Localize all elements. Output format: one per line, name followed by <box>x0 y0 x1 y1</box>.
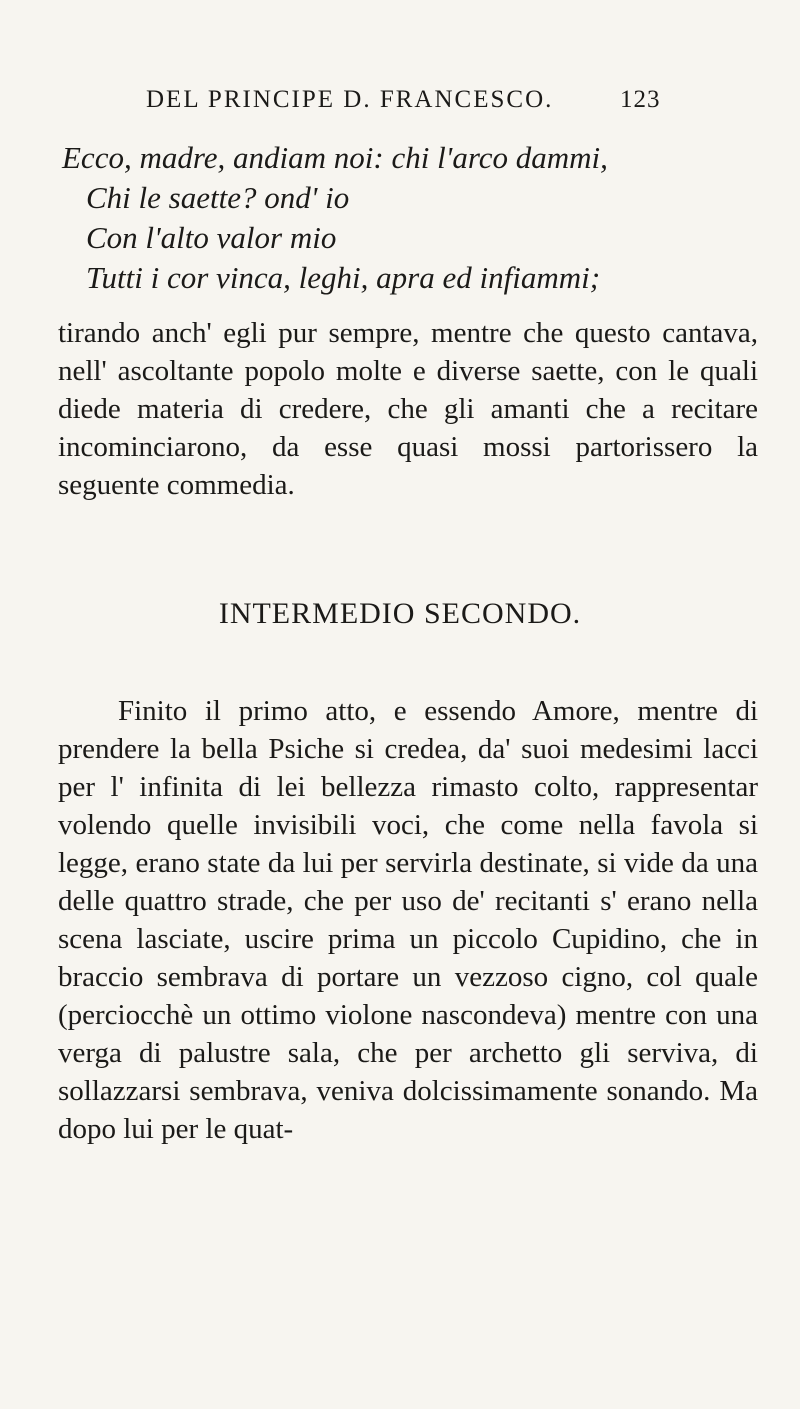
verse-line-4: Tutti i cor vinca, leghi, apra ed infiammi; <box>86 260 601 295</box>
paragraph-2: Finito il primo atto, e essendo Amore, mentre di prendere la bella Psiche si credea, da' suoi medesimi lacci per l' infinita di lei bellezza rimasto colto, rappresentar volendo quelle invisibili voci, che come nella favola si legge, erano state da lui per servirla destinate, si vide da una delle quattro strade, che per uso de' recitanti s' erano nella scena lasciate, uscire prima un piccolo Cupidino, che in braccio sembrava di portare un vezzoso cigno, col quale (perciocchè un ottimo violone nascondeva) mentre con una verga di palustre sala, che per archetto gli serviva, di sollazzarsi sembrava, veniva dolcissimamente sonando. Ma dopo lui per le quat- <box>58 695 758 1145</box>
verse-line-2: Chi le saette? ond' io <box>86 180 350 215</box>
page-number: 123 <box>620 86 661 113</box>
verse-stanza <box>62 138 608 298</box>
running-head-title: DEL PRINCIPE D. FRANCESCO. <box>146 86 554 113</box>
paragraph-1: tirando anch' egli pur sempre, mentre che questo cantava, nell' ascoltante popolo molte e diverse saette, con le quali diede materia di credere, che gli amanti che a recitare incominciarono, da esse quasi mossi partorissero la seguente commedia. <box>58 317 758 501</box>
verse-line-1: Ecco, madre, andiam noi: chi l'arco dammi, <box>62 140 608 175</box>
section-heading: INTERMEDIO SECONDO. <box>218 597 582 630</box>
verse-line-3: Con l'alto valor mio <box>86 220 337 255</box>
